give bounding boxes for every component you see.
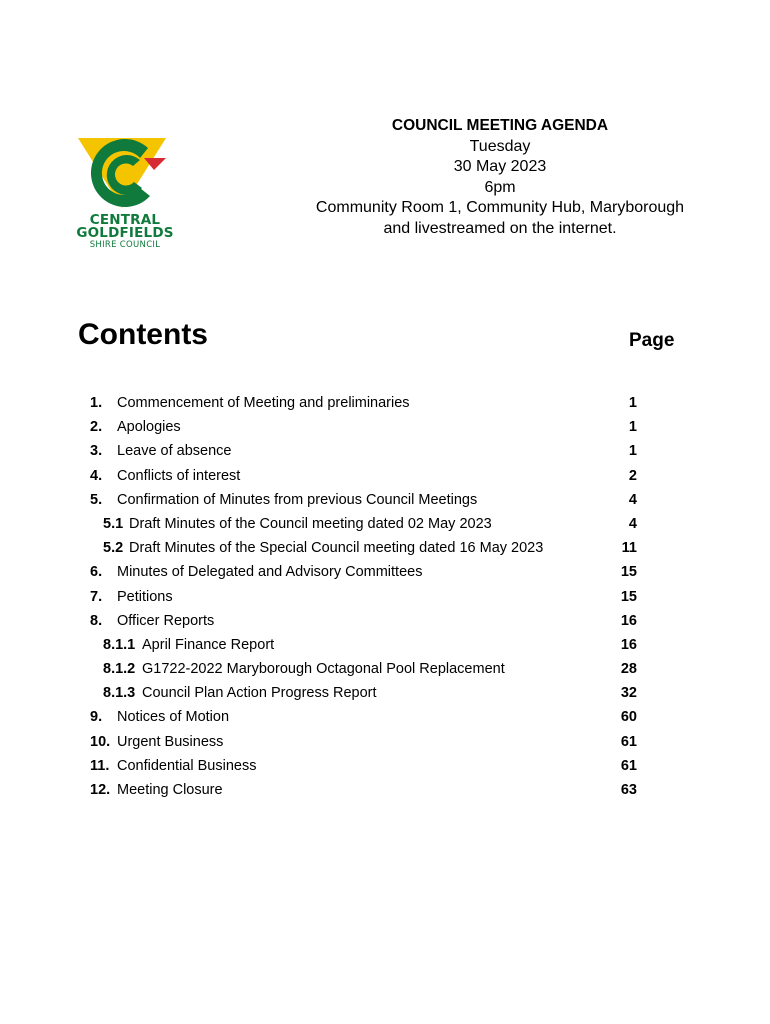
toc-entry-page: 61: [620, 733, 637, 750]
council-logo: [70, 130, 180, 255]
toc-entry-page: 32: [620, 685, 637, 702]
toc-entry-label: Conflicts of interest: [117, 467, 241, 484]
toc-entry-number: 5.: [90, 491, 103, 508]
table-of-contents: [90, 393, 650, 804]
toc-entry-page: 16: [620, 612, 637, 629]
council-logo-icon: [70, 130, 180, 212]
toc-entry-page: 1: [628, 395, 637, 411]
toc-entry-label: April Finance Report: [142, 636, 275, 653]
toc-entry-page: 2: [628, 467, 637, 484]
toc-entry-page: 16: [620, 636, 637, 653]
toc-entry-number: 8.1.2: [103, 661, 136, 678]
toc-entry-number: 12.: [90, 782, 111, 798]
toc-entry-label: Confirmation of Minutes from previous Council Meetings: [117, 491, 478, 508]
toc-entry-number: 2.: [90, 419, 103, 436]
toc-entry[interactable]: [90, 514, 650, 538]
toc-entry-number: 1.: [90, 395, 103, 411]
toc-entry-label: Draft Minutes of the Special Council meeting dated 16 May 2023: [129, 540, 544, 557]
toc-entry-page: 15: [620, 588, 637, 605]
toc-entry[interactable]: [90, 756, 650, 780]
meeting-day: Tuesday: [469, 137, 531, 155]
meeting-stream-note: and livestreamed on the internet.: [383, 219, 617, 237]
logo-text-goldfields: GOLDFIELDS: [76, 225, 174, 241]
toc-entry[interactable]: [90, 659, 650, 683]
toc-entry[interactable]: [90, 490, 650, 514]
toc-entry-label: Petitions: [117, 588, 173, 605]
toc-entry[interactable]: [90, 611, 650, 635]
toc-entry[interactable]: [90, 466, 650, 490]
toc-entry-number: 7.: [90, 588, 103, 605]
toc-entry-label: Meeting Closure: [117, 782, 223, 798]
toc-entry-page: 60: [620, 709, 637, 726]
meeting-location: Community Room 1, Community Hub, Maryborough: [315, 199, 685, 216]
agenda-title: COUNCIL MEETING AGENDA: [391, 117, 609, 134]
toc-entry-number: 4.: [90, 467, 103, 484]
toc-entry-label: Confidential Business: [117, 757, 257, 774]
toc-entry-label: Minutes of Delegated and Advisory Committees: [117, 564, 423, 581]
toc-entry-number: 5.2: [103, 540, 124, 557]
toc-entry-label: Urgent Business: [117, 733, 224, 750]
toc-entry-number: 8.: [90, 612, 103, 629]
toc-entry-number: 11.: [90, 757, 110, 774]
meeting-date: 30 May 2023: [453, 158, 547, 175]
toc-entry-label: Notices of Motion: [117, 709, 230, 726]
toc-entry-page: 11: [621, 540, 637, 557]
toc-entry-page: 4: [628, 491, 637, 508]
toc-entry[interactable]: [90, 635, 650, 659]
toc-entry-page: 4: [628, 515, 637, 532]
toc-entry-number: 5.1: [103, 515, 124, 532]
toc-entry-number: 8.1.1: [103, 636, 136, 653]
toc-entry[interactable]: [90, 393, 650, 417]
page-column-heading: Page: [629, 330, 675, 351]
toc-entry-page: 28: [620, 661, 637, 678]
toc-entry-number: 6.: [90, 564, 103, 581]
contents-heading: Contents: [78, 318, 208, 351]
toc-entry[interactable]: [90, 732, 650, 756]
logo-text-central: CENTRAL: [89, 212, 161, 228]
toc-entry[interactable]: [90, 587, 650, 611]
toc-entry-label: Council Plan Action Progress Report: [142, 685, 377, 702]
toc-entry-number: 3.: [90, 443, 103, 460]
toc-entry-label: Commencement of Meeting and preliminaries: [117, 395, 410, 411]
toc-entry-number: 10.: [90, 733, 111, 750]
toc-entry-label: G1722-2022 Maryborough Octagonal Pool Replacement: [142, 661, 505, 678]
toc-entry[interactable]: [90, 780, 650, 804]
toc-entry-number: 9.: [90, 709, 103, 726]
logo-text-shire-council: SHIRE COUNCIL: [89, 240, 161, 250]
toc-entry-label: Apologies: [117, 419, 181, 436]
toc-entry-page: 1: [628, 443, 637, 460]
toc-entry-page: 1: [628, 419, 637, 436]
toc-entry[interactable]: [90, 683, 650, 707]
meeting-time: 6pm: [484, 178, 516, 196]
agenda-header: [280, 116, 720, 239]
toc-entry-page: 61: [620, 757, 637, 774]
toc-entry-number: 8.1.3: [103, 685, 136, 702]
toc-entry[interactable]: [90, 417, 650, 441]
toc-entry-page: 63: [620, 782, 637, 798]
toc-entry[interactable]: [90, 441, 650, 465]
toc-entry-label: Draft Minutes of the Council meeting dated 02 May 2023: [129, 515, 492, 532]
toc-entry[interactable]: [90, 562, 650, 586]
toc-entry-label: Leave of absence: [117, 443, 232, 460]
toc-entry-label: Officer Reports: [117, 612, 215, 629]
toc-entry[interactable]: [90, 538, 650, 562]
toc-entry-page: 15: [620, 564, 637, 581]
toc-entry[interactable]: [90, 707, 650, 731]
